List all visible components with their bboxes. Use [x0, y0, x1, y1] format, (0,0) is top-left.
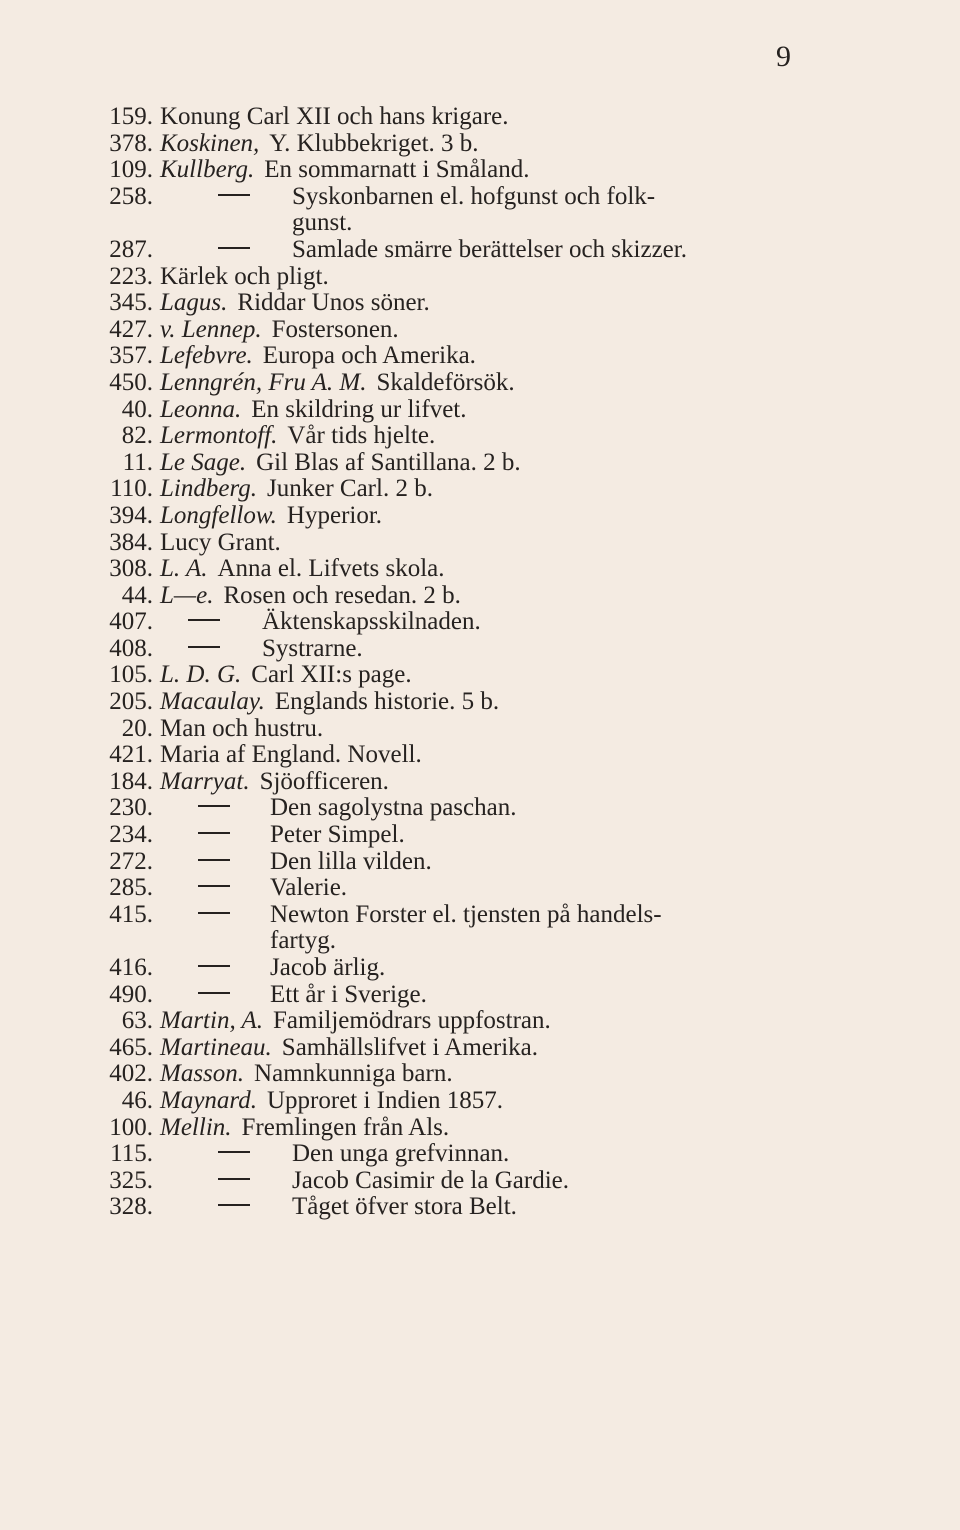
- entry-number: 258.: [109, 182, 153, 210]
- entry-title: Tåget öfver stora Belt.: [292, 1193, 517, 1221]
- entry-body: [160, 795, 960, 822]
- entry-body: [160, 1061, 960, 1088]
- entry-title: Kärlek och pligt.: [160, 262, 329, 290]
- entry-number: 159.: [109, 103, 153, 130]
- catalogue-entry: [0, 1194, 960, 1221]
- entry-body: [160, 662, 960, 689]
- catalogue-entry: [0, 822, 960, 849]
- catalogue-entry: [0, 982, 960, 1009]
- page-number: 9: [776, 40, 791, 73]
- ditto-dash: [218, 247, 250, 249]
- ditto-dash: [218, 1178, 250, 1180]
- ditto-dash: [218, 1151, 250, 1153]
- entry-number: 325.: [109, 1166, 153, 1194]
- entry-body: [160, 264, 960, 291]
- entry-title: En skildring ur lifvet.: [251, 395, 467, 423]
- entry-title-block: [292, 184, 655, 237]
- catalogue-entry: [0, 1035, 960, 1062]
- entry-number: 407.: [109, 608, 153, 636]
- catalogue-entry: [0, 902, 960, 955]
- catalogue-entry: [0, 689, 960, 716]
- entry-number: 328.: [109, 1193, 153, 1221]
- entry-number: 63.: [121, 1007, 153, 1035]
- entry-title: Namnkunniga barn.: [254, 1060, 453, 1088]
- entry-title: Syskonbarnen el. hofgunst och folk-: [292, 182, 656, 210]
- catalogue-entry: [0, 530, 960, 557]
- entry-number: 345.: [109, 289, 153, 317]
- entry-body: [160, 609, 960, 636]
- catalogue-entry: [0, 450, 960, 477]
- entry-author: Martineau.: [160, 1033, 272, 1061]
- ditto-dash: [198, 885, 230, 887]
- entry-title: Carl XII:s page.: [251, 661, 412, 689]
- entry-title: Hyperior.: [286, 501, 383, 529]
- entry-title: Samhällslifvet i Amerika.: [281, 1033, 538, 1061]
- ditto-dash: [198, 832, 230, 834]
- entry-number: 105.: [109, 661, 153, 689]
- catalogue-entry: [0, 716, 960, 743]
- entry-title-block: [270, 902, 662, 955]
- catalogue-entry: [0, 609, 960, 636]
- entry-body: [160, 875, 960, 902]
- entry-number: 100.: [109, 1113, 153, 1141]
- entry-number: 184.: [109, 767, 153, 795]
- entry-title: Man och hustru.: [160, 714, 324, 742]
- entry-number: 11.: [122, 448, 153, 476]
- entry-number: 427.: [109, 315, 153, 343]
- entry-number: 205.: [109, 688, 153, 716]
- entry-body: [160, 530, 960, 557]
- entry-number: 272.: [109, 847, 153, 875]
- entry-number: 82.: [121, 422, 153, 450]
- entry-title: Fremlingen från Als.: [241, 1113, 450, 1141]
- entry-author: Maynard.: [160, 1086, 257, 1114]
- entry-number: 223.: [109, 262, 153, 290]
- entry-body: [160, 157, 960, 184]
- entry-author: Koskinen,: [160, 129, 260, 157]
- catalogue-entry: [0, 290, 960, 317]
- entry-body: [160, 397, 960, 424]
- entry-title: Anna el. Lifvets skola.: [217, 555, 445, 583]
- entry-title: Den lilla vilden.: [270, 847, 432, 875]
- entry-number: 415.: [109, 900, 153, 928]
- entry-number: 402.: [109, 1060, 153, 1088]
- catalogue-entry: [0, 1061, 960, 1088]
- entry-body: [160, 1141, 960, 1168]
- entry-title: Upproret i Indien 1857.: [266, 1086, 504, 1114]
- entry-title: Rosen och resedan. 2 b.: [223, 581, 461, 609]
- entry-author: Martin, A.: [160, 1007, 264, 1035]
- entry-number: 46.: [121, 1086, 153, 1114]
- entry-author: Longfellow.: [160, 501, 277, 529]
- catalogue-entry: [0, 423, 960, 450]
- catalogue-entry: [0, 237, 960, 264]
- entry-body: [160, 742, 960, 769]
- entry-title: Newton Forster el. tjensten på handels-: [270, 900, 662, 928]
- entry-number: 109.: [109, 156, 153, 184]
- entry-title: Konung Carl XII och hans krigare.: [160, 103, 509, 130]
- entry-body: [160, 343, 960, 370]
- catalogue-entry: [0, 476, 960, 503]
- entry-author: Lagus.: [160, 289, 228, 317]
- entry-number: 287.: [109, 235, 153, 263]
- entry-number: 308.: [109, 555, 153, 583]
- catalogue-entry: [0, 583, 960, 610]
- entry-title: Lucy Grant.: [160, 528, 281, 556]
- entry-number: 44.: [121, 581, 153, 609]
- entry-number: 450.: [109, 368, 153, 396]
- entry-title-continued: fartyg.: [270, 927, 336, 955]
- entry-body: [160, 636, 960, 663]
- entry-title: Fostersonen.: [271, 315, 399, 343]
- entry-title: Junker Carl. 2 b.: [267, 475, 433, 503]
- entry-author: Lenngrén, Fru A. M.: [160, 368, 367, 396]
- catalogue-entry: [0, 131, 960, 158]
- entry-author: Macaulay.: [160, 688, 265, 716]
- entry-body: [160, 769, 960, 796]
- entry-title: Systrarne.: [262, 634, 363, 662]
- entry-title: Maria af England. Novell.: [160, 741, 422, 769]
- ditto-dash: [198, 805, 230, 807]
- catalogue-entry: [0, 795, 960, 822]
- entry-number: 416.: [109, 954, 153, 981]
- catalogue-entry: [0, 662, 960, 689]
- entry-title: En sommarnatt i Småland.: [264, 156, 530, 184]
- entry-number: 384.: [109, 528, 153, 556]
- entry-body: [160, 503, 960, 530]
- entry-number: 234.: [109, 821, 153, 849]
- catalogue-entry: [0, 875, 960, 902]
- entry-author: Leonna.: [160, 395, 242, 423]
- catalogue-entry: [0, 1088, 960, 1115]
- entry-body: [160, 370, 960, 397]
- entry-body: [160, 476, 960, 503]
- entry-body: [160, 1035, 960, 1062]
- entry-body: [160, 104, 960, 131]
- entry-title-continued: gunst.: [292, 209, 353, 237]
- entry-number: 230.: [109, 794, 153, 822]
- entry-body: [160, 1168, 960, 1195]
- entry-body: [160, 822, 960, 849]
- entry-number: 408.: [109, 634, 153, 662]
- catalogue-entry: [0, 1141, 960, 1168]
- entry-title: Sjöofficeren.: [259, 767, 389, 795]
- catalogue-entry: [0, 955, 960, 982]
- catalogue-entry: [0, 636, 960, 663]
- entry-body: [160, 290, 960, 317]
- catalogue-entry: [0, 769, 960, 796]
- entry-title: Peter Simpel.: [270, 821, 405, 849]
- entry-title: Den sagolystna paschan.: [270, 794, 517, 822]
- entry-title: Valerie.: [270, 874, 348, 902]
- catalogue-entry: [0, 317, 960, 344]
- catalogue-entry: [0, 104, 960, 131]
- ditto-dash: [188, 646, 220, 648]
- entry-author: Lefebvre.: [160, 342, 253, 370]
- ditto-dash: [218, 194, 250, 196]
- entry-body: [160, 1088, 960, 1115]
- catalogue-entry: [0, 184, 960, 237]
- entry-number: 357.: [109, 342, 153, 370]
- entry-body: [160, 902, 960, 955]
- ditto-dash: [198, 912, 230, 914]
- entry-body: [160, 689, 960, 716]
- entry-body: [160, 131, 960, 158]
- entry-body: [160, 716, 960, 743]
- catalogue-entry: [0, 343, 960, 370]
- entry-body: [160, 450, 960, 477]
- entry-author: Marryat.: [160, 767, 250, 795]
- catalogue-entry: [0, 157, 960, 184]
- entry-title: Gil Blas af Santillana. 2 b.: [256, 448, 521, 476]
- entry-author: Le Sage.: [160, 448, 247, 476]
- catalogue-entry: [0, 1115, 960, 1142]
- entry-body: [160, 423, 960, 450]
- entry-title: Samlade smärre berättelser och skizzer.: [292, 235, 687, 263]
- catalogue-list: [0, 104, 960, 1221]
- entry-number: 378.: [109, 129, 153, 157]
- ditto-dash: [218, 1204, 250, 1206]
- entry-number: 20.: [121, 714, 153, 742]
- entry-title: Den unga grefvinnan.: [292, 1140, 510, 1168]
- entry-body: [160, 849, 960, 876]
- entry-author: Lermontoff.: [160, 422, 278, 450]
- entry-body: [160, 1115, 960, 1142]
- entry-body: [160, 556, 960, 583]
- ditto-dash: [198, 859, 230, 861]
- entry-title: Englands historie. 5 b.: [274, 688, 500, 716]
- entry-title: Riddar Unos söner.: [237, 289, 430, 317]
- catalogue-entry: [0, 1168, 960, 1195]
- entry-body: [160, 317, 960, 344]
- catalogue-entry: [0, 1008, 960, 1035]
- entry-title: Äktenskapsskilnaden.: [262, 608, 481, 636]
- entry-body: [160, 982, 960, 1009]
- entry-author: Mellin.: [160, 1113, 232, 1141]
- entry-number: 421.: [109, 741, 153, 769]
- entry-author: Lindberg.: [160, 475, 257, 503]
- entry-number: 110.: [110, 475, 153, 503]
- entry-title: Familjemödrars uppfostran.: [273, 1007, 551, 1035]
- catalogue-entry: [0, 849, 960, 876]
- entry-body: [160, 955, 960, 982]
- catalogue-entry: [0, 742, 960, 769]
- entry-number: 40.: [121, 395, 153, 423]
- entry-number: 465.: [109, 1033, 153, 1061]
- entry-number: 490.: [109, 980, 153, 1008]
- entry-title: Skaldeförsök.: [376, 368, 515, 396]
- entry-title: Jacob Casimir de la Gardie.: [292, 1166, 569, 1194]
- ditto-dash: [198, 992, 230, 994]
- catalogue-entry: [0, 370, 960, 397]
- entry-title: Y. Klubbekriget. 3 b.: [269, 129, 479, 157]
- entry-body: [160, 1194, 960, 1221]
- ditto-dash: [188, 619, 220, 621]
- entry-author: L. A.: [160, 555, 208, 583]
- catalogue-entry: [0, 264, 960, 291]
- entry-title: Ett år i Sverige.: [270, 980, 427, 1008]
- entry-author: Kullberg.: [160, 156, 255, 184]
- catalogue-entry: [0, 397, 960, 424]
- entry-body: [160, 237, 960, 264]
- entry-number: 285.: [109, 874, 153, 902]
- entry-title: Vår tids hjelte.: [287, 422, 436, 450]
- entry-author: Masson.: [160, 1060, 245, 1088]
- entry-number: 115.: [110, 1140, 153, 1168]
- ditto-dash: [198, 965, 230, 967]
- entry-author: L—e.: [160, 581, 214, 609]
- catalogue-entry: [0, 556, 960, 583]
- entry-body: [160, 184, 960, 237]
- entry-body: [160, 1008, 960, 1035]
- entry-title: Jacob ärlig.: [270, 954, 386, 981]
- entry-body: [160, 583, 960, 610]
- catalogue-entry: [0, 503, 960, 530]
- entry-title: Europa och Amerika.: [262, 342, 476, 370]
- entry-author: v. Lennep.: [160, 315, 262, 343]
- entry-author: L. D. G.: [160, 661, 242, 689]
- entry-number: 394.: [109, 501, 153, 529]
